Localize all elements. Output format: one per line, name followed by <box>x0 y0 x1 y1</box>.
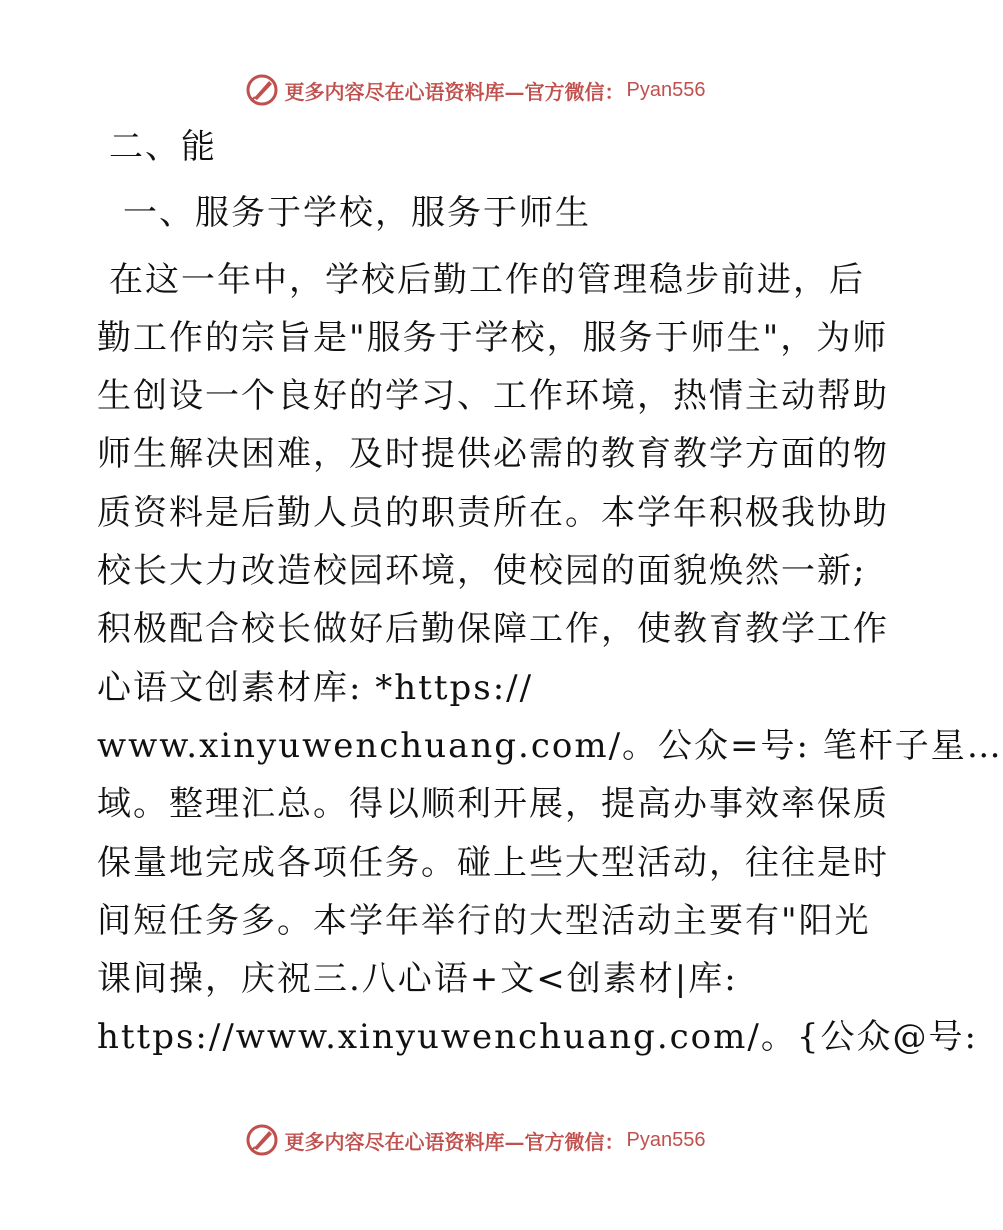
watermark-text: 更多内容尽在心语资料库— <box>284 79 525 104</box>
watermark-wechat-label: 官方微信： <box>524 1129 625 1154</box>
quill-pen-logo-icon <box>245 73 279 107</box>
subheading: 一、服务于学校，服务于师生 <box>123 193 591 234</box>
paragraph-line: 校长大力改造校园环境，使校园的面貌焕然一新; <box>97 551 867 592</box>
paragraph-line: 生创设一个良好的学习、工作环境，热情主动帮助 <box>97 376 889 417</box>
paragraph-line: 保量地完成各项任务。碰上些大型活动，往往是时 <box>97 842 889 883</box>
paragraph-line: www.xinyuwenchuang.com/。公众=号: 笔杆子星… <box>97 725 1003 766</box>
paragraph-line: 积极配合校长做好后勤保障工作，使教育教学工作 <box>97 609 889 650</box>
paragraph-line: 在这一年中，学校后勤工作的管理稳步前进，后 <box>109 259 865 300</box>
paragraph-line: 域。整理汇总。得以顺利开展，提高办事效率保质 <box>97 784 889 825</box>
watermark-wechat-id: Pyan556 <box>626 1128 706 1151</box>
paragraph-line: 师生解决困难，及时提供必需的教育教学方面的物 <box>97 434 889 475</box>
paragraph-line: https://www.xinyuwenchuang.com/。{公众@号: <box>97 1017 978 1058</box>
paragraph-line: 间短任务多。本学年举行的大型活动主要有"阳光 <box>97 900 871 941</box>
paragraph-line: 心语文创素材库: *https:// <box>97 667 534 708</box>
section-heading: 二、能 <box>109 127 217 167</box>
paragraph-line: 勤工作的宗旨是"服务于学校，服务于师生"，为师 <box>97 317 889 358</box>
paragraph-line: 课间操，庆祝三.八心语+文<创素材|库: <box>97 959 738 1000</box>
watermark-wechat-id: Pyan556 <box>626 78 706 101</box>
watermark-header <box>0 70 950 110</box>
watermark-text: 更多内容尽在心语资料库— <box>284 1129 525 1154</box>
paragraph-line: 质资料是后勤人员的职责所在。本学年积极我协助 <box>97 492 889 533</box>
quill-pen-logo-icon <box>245 1123 279 1157</box>
watermark-footer <box>0 1120 950 1160</box>
document-body <box>97 118 1003 1067</box>
watermark-wechat-label: 官方微信： <box>524 79 625 104</box>
